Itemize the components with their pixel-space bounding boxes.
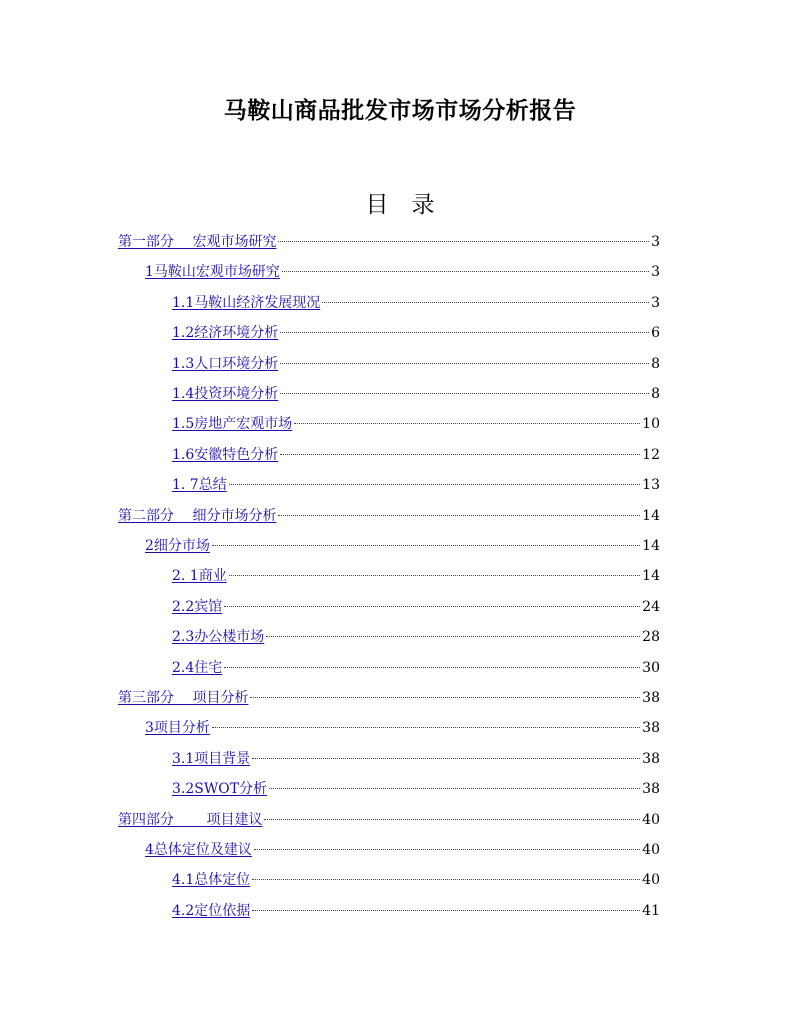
toc-dot-leader [264, 818, 640, 820]
toc-entry[interactable] [172, 288, 660, 318]
toc-entry-link[interactable]: 2.4住宅 [172, 659, 223, 676]
toc-dot-leader [282, 270, 649, 272]
toc-dot-leader [224, 605, 640, 607]
toc-dot-leader [250, 696, 640, 698]
toc-entry[interactable] [172, 896, 660, 926]
toc-entry-link[interactable]: 4.1总体定位 [172, 872, 251, 889]
toc-page-number: 38 [642, 781, 660, 798]
toc-dot-leader [252, 909, 640, 911]
toc-entry-link[interactable]: 4总体定位及建议 [145, 842, 252, 858]
toc-dot-leader [280, 331, 649, 333]
toc-page-number: 41 [642, 902, 660, 919]
toc-dot-leader [280, 362, 649, 364]
toc-page-number: 13 [642, 477, 660, 494]
toc-page-number: 10 [642, 416, 660, 433]
toc-entry[interactable] [172, 470, 660, 500]
toc-entry[interactable] [172, 318, 660, 348]
toc-dot-leader [212, 726, 640, 728]
toc-entry-link[interactable]: 第三部分 项目分析 [118, 690, 249, 706]
toc-page-number: 14 [642, 507, 660, 524]
toc-dot-leader [269, 787, 640, 789]
toc-page-number: 28 [642, 629, 660, 646]
toc-page-number: 3 [651, 264, 660, 281]
toc-dot-leader [278, 240, 649, 242]
toc-page-number: 14 [642, 538, 660, 554]
toc-entry-link[interactable]: 2细分市场 [145, 538, 210, 554]
toc-dot-leader [252, 757, 640, 759]
toc-dot-leader [322, 301, 649, 303]
document-title: 马鞍山商品批发市场市场分析报告 [223, 97, 577, 124]
toc-page-number: 40 [642, 811, 660, 828]
toc-entry-link[interactable]: 3项目分析 [145, 720, 210, 737]
toc-entry-link[interactable]: 1.5房地产宏观市场 [172, 416, 293, 433]
toc-page-number: 3 [651, 294, 660, 311]
toc-page-number: 6 [651, 325, 660, 342]
toc-entry-link[interactable]: 1. 7总结 [172, 477, 227, 494]
toc-dot-leader [280, 392, 649, 394]
toc-dot-leader [252, 878, 640, 880]
toc-entry[interactable] [118, 501, 660, 531]
toc-entry[interactable] [145, 835, 660, 865]
toc-page-number: 40 [642, 842, 660, 858]
toc-page-number: 8 [651, 355, 660, 372]
toc-page-number: 14 [642, 568, 660, 585]
toc-dot-leader [212, 544, 640, 546]
toc-entry-link[interactable]: 1马鞍山宏观市场研究 [145, 264, 280, 281]
toc-entry[interactable] [172, 440, 660, 470]
toc-entry[interactable] [172, 774, 660, 804]
toc-entry-link[interactable]: 2. 1商业 [172, 568, 227, 585]
toc-dot-leader [254, 848, 640, 850]
toc-entry[interactable] [172, 865, 660, 895]
toc-entry[interactable] [172, 561, 660, 591]
toc-entry[interactable] [118, 683, 660, 713]
toc-entry-link[interactable]: 3.1项目背景 [172, 750, 251, 767]
toc-entry-link[interactable]: 4.2定位依据 [172, 902, 251, 919]
toc-dot-leader [229, 483, 640, 485]
toc-page-number: 38 [642, 750, 660, 767]
toc-page-number: 8 [651, 386, 660, 402]
toc-page-number: 3 [651, 234, 660, 250]
toc-entry-link[interactable]: 第四部分 项目建议 [118, 811, 263, 828]
toc-dot-leader [229, 574, 640, 576]
toc-entry-link[interactable]: 1.4投资环境分析 [172, 386, 279, 402]
toc-entry[interactable] [172, 744, 660, 774]
toc-entry-link[interactable]: 第一部分 宏观市场研究 [118, 234, 277, 250]
toc-entry-link[interactable]: 1.2经济环境分析 [172, 325, 279, 342]
toc-entry[interactable] [118, 805, 660, 835]
toc-heading: 目 录 [365, 192, 435, 218]
toc-page-number: 24 [642, 598, 660, 615]
toc-dot-leader [224, 666, 640, 668]
toc-page-number: 38 [642, 690, 660, 706]
toc-entry[interactable] [172, 653, 660, 683]
toc-entry-link[interactable]: 1.3人口环境分析 [172, 355, 279, 372]
toc-entry[interactable] [145, 713, 660, 743]
toc-entry-link[interactable]: 2.2宾馆 [172, 598, 223, 615]
toc-entry-link[interactable]: 第二部分 细分市场分析 [118, 507, 277, 524]
toc-entry-link[interactable]: 2.3办公楼市场 [172, 629, 265, 646]
toc-entry[interactable] [172, 622, 660, 652]
toc-entry[interactable] [172, 592, 660, 622]
toc-dot-leader [294, 422, 640, 424]
toc-page-number: 38 [642, 720, 660, 737]
toc-entry-link[interactable]: 1.6安徽特色分析 [172, 446, 279, 463]
toc-entry[interactable] [172, 409, 660, 439]
toc-page-number: 30 [642, 659, 660, 676]
toc-dot-leader [278, 514, 640, 516]
toc-dot-leader [280, 453, 640, 455]
toc-page-number: 40 [642, 872, 660, 889]
toc-entry[interactable] [172, 379, 660, 409]
toc-entry-link[interactable]: 1.1马鞍山经济发展现况 [172, 294, 321, 311]
toc-entry[interactable] [145, 257, 660, 287]
toc-entry[interactable] [118, 227, 660, 257]
toc-dot-leader [266, 635, 640, 637]
toc-page-number: 12 [642, 446, 660, 463]
toc-entry[interactable] [145, 531, 660, 561]
toc-entry[interactable] [172, 349, 660, 379]
toc-entry-link[interactable]: 3.2SWOT分析 [172, 781, 268, 798]
